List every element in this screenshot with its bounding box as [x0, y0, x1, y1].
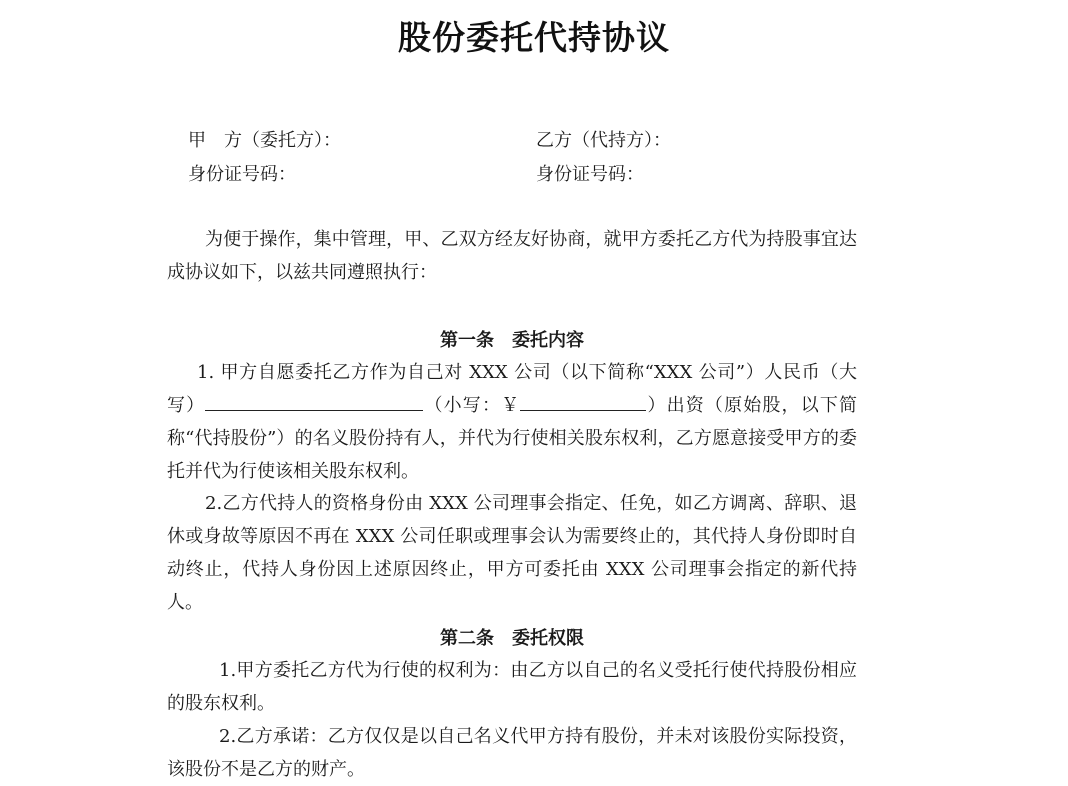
clause-1-text-part-1: 1. 甲方自愿委托乙方作为自己对 XXX 公司（以下简称“XXX 公司”）人民币（大写） — [167, 362, 857, 416]
amount-lowercase-blank — [520, 392, 646, 411]
party-a-label: 甲 方（委托方）： — [188, 130, 341, 151]
article-2-heading: 第二条 委托权限 — [440, 628, 584, 649]
article-2-clause-2: 2.乙方承诺：乙方仅仅是以自己名义代甲方持有股份，并未对该股份实际投资，该股份不是乙方的财产。 — [167, 726, 857, 780]
article-1-heading: 第一条 委托内容 — [440, 330, 584, 351]
party-b-id-label: 身份证号码： — [536, 164, 644, 185]
document-title: 股份委托代持协议 — [398, 18, 670, 57]
article-1-clause-1 — [167, 356, 857, 488]
intro-paragraph: 为便于操作，集中管理，甲、乙双方经友好协商，就甲方委托乙方代为持股事宜达成协议如下，以兹共同遵照执行： — [167, 229, 857, 283]
article-2-clause-1: 1.甲方委托乙方代为行使的权利为：由乙方以自己的名义受托行使代持股份相应的股东权利。 — [167, 660, 857, 714]
party-b-label: 乙方（代持方）： — [536, 130, 671, 151]
amount-uppercase-blank — [205, 392, 423, 411]
clause-1-text-part-3: ）出资（原始股，以下简称“代持股份”）的名义股份持有人，并代为行使相关股东权利，乙方愿意接受甲方的委托并代为行使该相关股东权利。 — [167, 395, 858, 482]
party-a-id-label: 身份证号码： — [188, 164, 296, 185]
clause-1-text-part-2: （小写：￥ — [423, 395, 521, 416]
article-1-clause-2: 2.乙方代持人的资格身份由 XXX 公司理事会指定、任免，如乙方调离、辞职、退休或身故等原因不再在 XXX 公司任职或理事会认为需要终止的，其代持人身份即时自动终止，代持人身份因上述原因终止，甲方可委托由 XXX 公司理事会指定的新代持人。 — [167, 493, 857, 613]
